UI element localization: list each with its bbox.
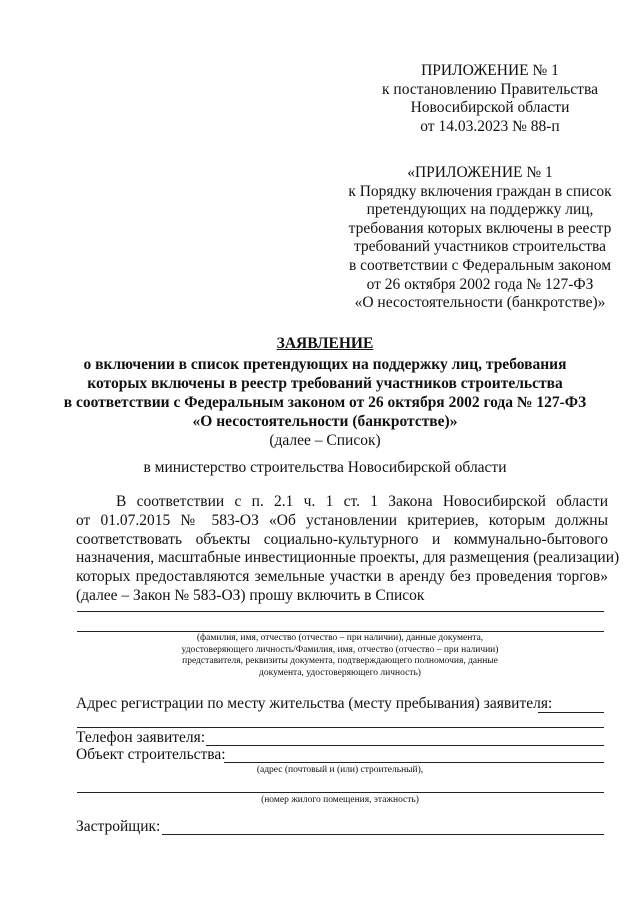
developer-label: Застройщик: bbox=[76, 818, 161, 835]
addressee: в министерство строительства Новосибирской области bbox=[143, 459, 507, 476]
apartment-line[interactable] bbox=[77, 792, 604, 793]
applicant-name-line-1[interactable] bbox=[77, 611, 604, 612]
paragraph-line: назначения, масштабные инвестиционные проекты, для размещения (реализации) bbox=[76, 549, 620, 567]
statement-title bbox=[60, 334, 590, 450]
statement-subtitle-line: о включении в список претендующих на поддержку лиц, требования bbox=[83, 356, 567, 373]
developer-line[interactable] bbox=[162, 834, 604, 835]
statement-subtitle-line: «О несостоятельности (банкротстве)» bbox=[192, 413, 458, 430]
apartment-note: (номер жилого помещения, этажность) bbox=[261, 795, 419, 805]
applicant-note-line: документа, удостоверяющего личность) bbox=[259, 667, 421, 678]
appendix-title: ПРИЛОЖЕНИЕ № 1 bbox=[421, 62, 559, 79]
paragraph-line: (далее – Закон № 583-ОЗ) прошу включить в Список bbox=[76, 586, 425, 604]
paragraph-line: В соответствии с п. 2.1 ч. 1 ст. 1 Закона Новосибирской области bbox=[116, 493, 608, 510]
appendix-order bbox=[330, 164, 630, 313]
applicant-note-line: удостоверяющего личность/Фамилия, имя, отчество (отчество – при наличии) bbox=[181, 644, 499, 655]
statement-subtitle-line: которых включены в реестр требований участников строительства bbox=[87, 375, 563, 392]
registration-address-line[interactable] bbox=[77, 727, 604, 728]
order-line: требования которых включены в реестр bbox=[348, 219, 612, 237]
object-address-note: (адрес (почтовый и (или) строительный), bbox=[256, 765, 424, 775]
registration-address-label: Адрес регистрации по месту жительства (месту пребывания) заявителя: bbox=[76, 695, 553, 712]
order-line: требований участников строительства bbox=[353, 238, 607, 256]
appendix-resolution: к постановлению Правительства bbox=[382, 80, 598, 98]
order-appendix-title: «ПРИЛОЖЕНИЕ № 1 bbox=[407, 164, 553, 181]
appendix-header bbox=[380, 62, 600, 136]
order-line: в соответствии с Федеральным законом bbox=[348, 256, 612, 274]
construction-object-line[interactable] bbox=[224, 762, 604, 763]
statement-subtitle-line: в соответствии с Федеральным законом от 26 октября 2002 года № 127-ФЗ bbox=[63, 394, 587, 411]
applicant-note bbox=[120, 633, 560, 679]
applicant-note-line: (фамилия, имя, отчество (отчество – при наличии), данные документа, bbox=[196, 633, 484, 643]
phone-line[interactable] bbox=[206, 745, 604, 746]
registration-address-line-short[interactable] bbox=[538, 712, 604, 713]
statement-heading: ЗАЯВЛЕНИЕ bbox=[276, 335, 374, 352]
order-line: от 26 октября 2002 года № 127-ФЗ bbox=[366, 275, 594, 293]
order-line: претендующих на поддержку лиц, bbox=[366, 201, 594, 219]
applicant-note-line: представителя, реквизиты документа, подтверждающего полномочия, данные bbox=[182, 656, 498, 667]
order-line: к Порядку включения граждан в список bbox=[348, 182, 612, 200]
phone-label: Телефон заявителя: bbox=[76, 729, 206, 746]
paragraph-line: которых предоставляются земельные участки в аренду без проведения торгов» bbox=[76, 568, 608, 586]
paragraph-line: от 01.07.2015 № 583-ОЗ «Об установлении критериев, которым должны bbox=[76, 511, 608, 529]
statement-subtitle-note: (далее – Список) bbox=[269, 432, 381, 449]
appendix-date: от 14.03.2023 № 88-п bbox=[420, 117, 560, 135]
appendix-region: Новосибирской области bbox=[410, 99, 570, 117]
paragraph-line: соответствовать объекты социально-культурного и коммунально-бытового bbox=[76, 530, 608, 548]
main-paragraph bbox=[76, 493, 620, 606]
construction-object-label: Объект строительства: bbox=[76, 746, 226, 763]
applicant-name-line-2[interactable] bbox=[77, 631, 604, 632]
order-line: «О несостоятельности (банкротстве)» bbox=[354, 294, 606, 312]
